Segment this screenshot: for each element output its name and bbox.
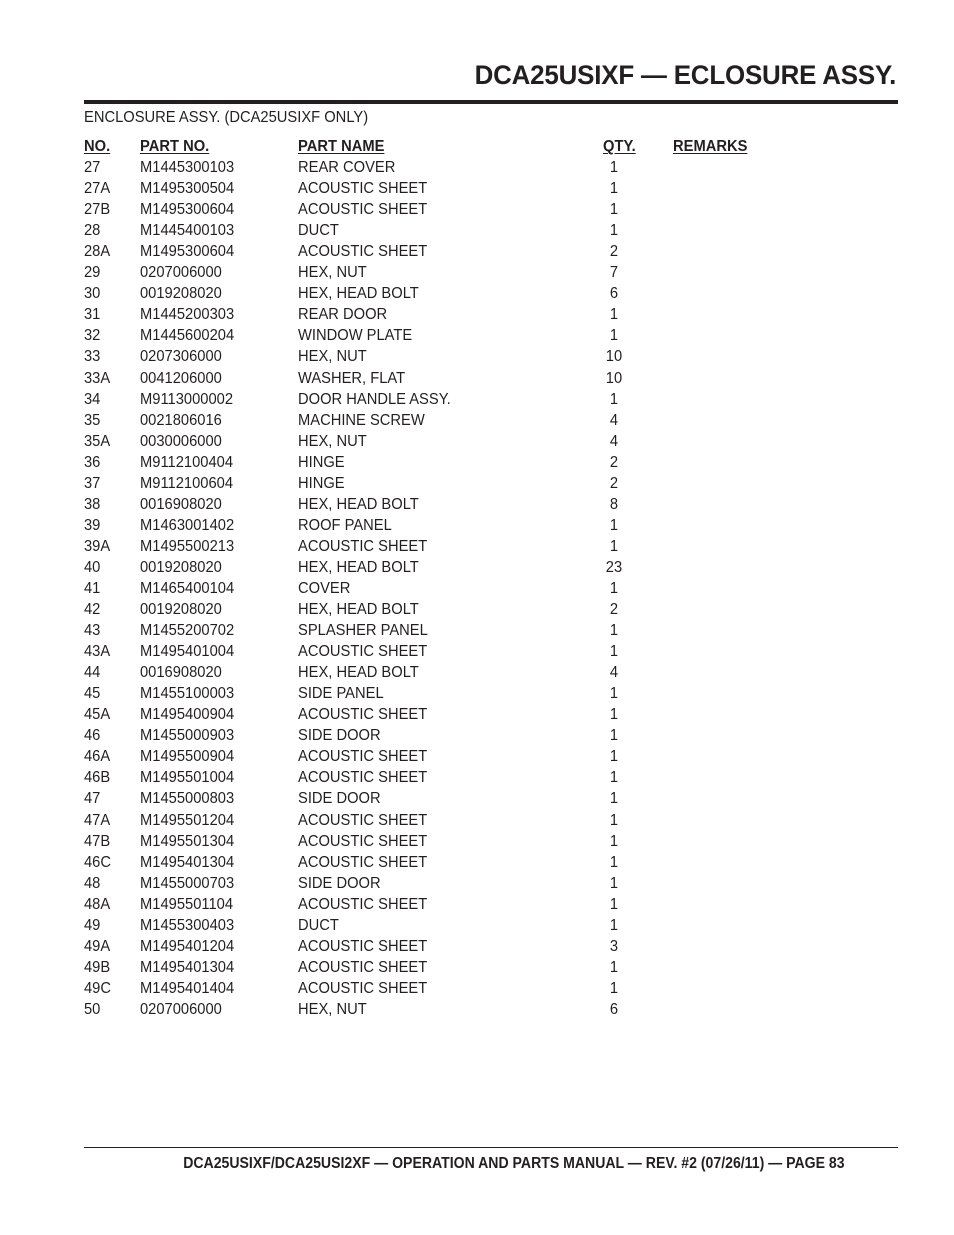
cell-part-no: M1495501104 [140, 895, 234, 913]
cell-part-name: REAR DOOR [298, 306, 388, 324]
cell-qty: 1 [609, 159, 619, 177]
cell-part-name: HEX, HEAD BOLT [298, 495, 419, 513]
column-header-remarks: REMARKS [673, 138, 748, 155]
table-header-row [84, 136, 784, 157]
cell-no: 46 [84, 727, 101, 745]
table-row [84, 578, 784, 599]
table-row [84, 957, 784, 978]
cell-part-name: ACOUSTIC SHEET [298, 537, 428, 555]
cell-no: 42 [84, 601, 101, 619]
cell-no: 47A [84, 811, 111, 829]
table-row [84, 452, 784, 473]
cell-no: 49 [84, 916, 101, 934]
cell-qty: 1 [609, 895, 619, 913]
table-row [84, 852, 784, 873]
cell-part-name: ACOUSTIC SHEET [298, 832, 428, 850]
cell-part-name: COVER [298, 579, 351, 597]
cell-part-name: ACOUSTIC SHEET [298, 958, 428, 976]
cell-part-name: HEX, NUT [298, 432, 367, 450]
cell-part-no: 0016908020 [140, 495, 222, 513]
cell-part-no: 0207006000 [140, 264, 222, 282]
cell-part-no: M1455000803 [140, 790, 235, 808]
cell-qty: 1 [609, 958, 619, 976]
cell-no: 28A [84, 243, 111, 261]
cell-no: 38 [84, 495, 101, 513]
cell-part-no: M1495500213 [140, 537, 235, 555]
cell-part-no: M1495300604 [140, 243, 235, 261]
cell-qty: 1 [609, 832, 619, 850]
table-row [84, 283, 784, 304]
table-row [84, 936, 784, 957]
column-header-no: NO. [84, 138, 111, 155]
cell-part-name: DOOR HANDLE ASSY. [298, 390, 451, 408]
cell-part-no: M1445300103 [140, 159, 235, 177]
cell-part-no: M1455100003 [140, 685, 235, 703]
cell-qty: 23 [605, 558, 623, 576]
table-row [84, 431, 784, 452]
cell-part-name: HEX, HEAD BOLT [298, 285, 419, 303]
cell-no: 34 [84, 390, 101, 408]
cell-qty: 1 [609, 622, 619, 640]
cell-qty: 2 [609, 453, 619, 471]
cell-part-name: SIDE PANEL [298, 685, 384, 703]
table-row [84, 725, 784, 746]
cell-part-no: M1495401004 [140, 643, 235, 661]
cell-qty: 1 [609, 706, 619, 724]
cell-part-no: M1455000903 [140, 727, 235, 745]
cell-part-no: M1495401304 [140, 958, 235, 976]
cell-part-name: SIDE DOOR [298, 790, 381, 808]
cell-no: 44 [84, 664, 101, 682]
cell-part-no: 0019208020 [140, 558, 222, 576]
cell-part-no: 0041206000 [140, 369, 222, 387]
cell-qty: 4 [609, 664, 619, 682]
table-row [84, 157, 784, 178]
cell-no: 49B [84, 958, 111, 976]
cell-qty: 1 [609, 685, 619, 703]
cell-no: 37 [84, 474, 101, 492]
title-divider [84, 100, 898, 104]
cell-part-no: 0021806016 [140, 411, 222, 429]
cell-part-name: ACOUSTIC SHEET [298, 937, 428, 955]
cell-qty: 1 [609, 853, 619, 871]
table-row [84, 178, 784, 199]
cell-qty: 3 [609, 937, 619, 955]
cell-qty: 10 [605, 369, 623, 387]
table-row [84, 557, 784, 578]
table-row [84, 515, 784, 536]
cell-part-no: M9112100404 [140, 453, 234, 471]
cell-part-no: M1495500904 [140, 748, 235, 766]
cell-part-no: M1455200702 [140, 622, 235, 640]
cell-no: 30 [84, 285, 101, 303]
cell-qty: 1 [609, 979, 619, 997]
table-row [84, 494, 784, 515]
table-row [84, 915, 784, 936]
cell-part-name: ROOF PANEL [298, 516, 392, 534]
cell-no: 47B [84, 832, 111, 850]
cell-part-name: HEX, HEAD BOLT [298, 664, 419, 682]
cell-no: 39 [84, 516, 101, 534]
cell-part-name: ACOUSTIC SHEET [298, 769, 428, 787]
cell-part-no: M1445600204 [140, 327, 235, 345]
cell-no: 46B [84, 769, 111, 787]
table-row [84, 262, 784, 283]
table-row [84, 810, 784, 831]
cell-qty: 2 [609, 243, 619, 261]
cell-part-no: M1455000703 [140, 874, 235, 892]
cell-no: 27A [84, 180, 111, 198]
cell-part-no: 0016908020 [140, 664, 222, 682]
table-row [84, 999, 784, 1020]
cell-part-no: M1495501304 [140, 832, 235, 850]
cell-part-name: WINDOW PLATE [298, 327, 413, 345]
table-row [84, 599, 784, 620]
cell-part-no: M1455300403 [140, 916, 235, 934]
table-row [84, 346, 784, 367]
cell-part-no: M1495401304 [140, 853, 235, 871]
cell-no: 48A [84, 895, 111, 913]
table-row [84, 220, 784, 241]
cell-no: 33A [84, 369, 111, 387]
cell-part-name: HEX, NUT [298, 1000, 367, 1018]
cell-qty: 1 [609, 201, 619, 219]
cell-qty: 1 [609, 769, 619, 787]
column-header-part-no: PART NO. [140, 138, 210, 155]
cell-no: 43A [84, 643, 111, 661]
cell-part-name: HEX, NUT [298, 264, 367, 282]
cell-part-no: M1495501204 [140, 811, 235, 829]
cell-no: 49C [84, 979, 112, 997]
table-row [84, 325, 784, 346]
cell-qty: 1 [609, 874, 619, 892]
cell-part-no: M1495400904 [140, 706, 235, 724]
cell-part-no: M1495501004 [140, 769, 235, 787]
cell-no: 35 [84, 411, 101, 429]
table-row [84, 746, 784, 767]
table-row [84, 304, 784, 325]
cell-no: 43 [84, 622, 101, 640]
table-body [84, 157, 784, 1020]
cell-part-name: WASHER, FLAT [298, 369, 406, 387]
cell-no: 46A [84, 748, 111, 766]
cell-qty: 1 [609, 537, 619, 555]
cell-part-name: ACOUSTIC SHEET [298, 895, 428, 913]
cell-part-name: DUCT [298, 222, 339, 240]
table-row [84, 473, 784, 494]
table-row [84, 662, 784, 683]
cell-part-name: SIDE DOOR [298, 874, 381, 892]
cell-part-name: ACOUSTIC SHEET [298, 853, 428, 871]
cell-qty: 1 [609, 579, 619, 597]
page-footer: DCA25USIXF/DCA25USI2XF — OPERATION AND PARTS MANUAL — REV. #2 (07/26/11) — PAGE 83 [183, 1155, 845, 1172]
column-header-part-name: PART NAME [298, 138, 385, 155]
parts-table [84, 136, 784, 1020]
cell-part-name: HINGE [298, 453, 345, 471]
table-row [84, 536, 784, 557]
table-row [84, 683, 784, 704]
cell-qty: 1 [609, 180, 619, 198]
cell-part-no: 0019208020 [140, 285, 222, 303]
table-row [84, 704, 784, 725]
cell-part-no: 0207006000 [140, 1000, 222, 1018]
cell-no: 47 [84, 790, 101, 808]
table-row [84, 831, 784, 852]
cell-qty: 1 [609, 643, 619, 661]
cell-qty: 1 [609, 390, 619, 408]
cell-part-no: M1465400104 [140, 579, 235, 597]
table-row [84, 199, 784, 220]
cell-no: 49A [84, 937, 111, 955]
page-title: DCA25USIXF — ECLOSURE ASSY. [474, 60, 896, 90]
cell-part-name: DUCT [298, 916, 339, 934]
table-row [84, 641, 784, 662]
cell-no: 48 [84, 874, 101, 892]
cell-no: 31 [84, 306, 101, 324]
cell-part-name: HEX, HEAD BOLT [298, 601, 419, 619]
cell-no: 40 [84, 558, 101, 576]
table-row [84, 788, 784, 809]
cell-qty: 1 [609, 222, 619, 240]
column-header-qty: QTY. [603, 138, 636, 155]
cell-no: 27B [84, 201, 111, 219]
cell-qty: 6 [609, 1000, 619, 1018]
cell-qty: 2 [609, 474, 619, 492]
cell-qty: 1 [609, 306, 619, 324]
table-row [84, 978, 784, 999]
section-subtitle: ENCLOSURE ASSY. (DCA25USIXF ONLY) [84, 109, 369, 126]
cell-part-no: 0207306000 [140, 348, 222, 366]
cell-no: 41 [84, 579, 101, 597]
table-row [84, 241, 784, 262]
cell-qty: 8 [609, 495, 619, 513]
cell-part-no: M9113000002 [140, 390, 234, 408]
footer-divider [84, 1147, 898, 1148]
cell-qty: 1 [609, 790, 619, 808]
cell-no: 29 [84, 264, 101, 282]
cell-qty: 4 [609, 411, 619, 429]
cell-part-no: M9112100604 [140, 474, 234, 492]
cell-no: 39A [84, 537, 111, 555]
cell-no: 50 [84, 1000, 101, 1018]
cell-qty: 10 [605, 348, 623, 366]
cell-part-no: M1445400103 [140, 222, 235, 240]
cell-qty: 1 [609, 516, 619, 534]
table-row [84, 873, 784, 894]
cell-no: 33 [84, 348, 101, 366]
cell-qty: 1 [609, 727, 619, 745]
cell-part-name: ACOUSTIC SHEET [298, 201, 428, 219]
cell-part-name: HEX, HEAD BOLT [298, 558, 419, 576]
cell-part-no: M1495401204 [140, 937, 235, 955]
table-row [84, 767, 784, 788]
table-row [84, 620, 784, 641]
cell-part-no: M1495401404 [140, 979, 235, 997]
cell-part-name: HEX, NUT [298, 348, 367, 366]
table-row [84, 368, 784, 389]
cell-part-name: SIDE DOOR [298, 727, 381, 745]
table-row [84, 389, 784, 410]
cell-part-name: MACHINE SCREW [298, 411, 425, 429]
cell-qty: 6 [609, 285, 619, 303]
cell-qty: 1 [609, 327, 619, 345]
cell-part-no: 0030006000 [140, 432, 222, 450]
cell-no: 36 [84, 453, 101, 471]
cell-no: 27 [84, 159, 101, 177]
cell-part-name: ACOUSTIC SHEET [298, 811, 428, 829]
cell-part-no: M1495300604 [140, 201, 235, 219]
cell-qty: 1 [609, 811, 619, 829]
cell-qty: 7 [609, 264, 619, 282]
cell-part-no: M1463001402 [140, 516, 235, 534]
cell-part-name: ACOUSTIC SHEET [298, 706, 428, 724]
cell-part-name: ACOUSTIC SHEET [298, 979, 428, 997]
cell-part-name: REAR COVER [298, 159, 396, 177]
cell-part-name: ACOUSTIC SHEET [298, 748, 428, 766]
cell-no: 35A [84, 432, 111, 450]
cell-qty: 1 [609, 748, 619, 766]
cell-no: 28 [84, 222, 101, 240]
cell-no: 32 [84, 327, 101, 345]
cell-part-name: ACOUSTIC SHEET [298, 180, 428, 198]
cell-no: 46C [84, 853, 112, 871]
cell-part-name: HINGE [298, 474, 345, 492]
table-row [84, 894, 784, 915]
cell-part-name: ACOUSTIC SHEET [298, 243, 428, 261]
table-row [84, 410, 784, 431]
cell-no: 45A [84, 706, 111, 724]
cell-part-no: M1495300504 [140, 180, 235, 198]
cell-part-no: M1445200303 [140, 306, 235, 324]
cell-part-no: 0019208020 [140, 601, 222, 619]
cell-qty: 2 [609, 601, 619, 619]
cell-part-name: ACOUSTIC SHEET [298, 643, 428, 661]
cell-qty: 4 [609, 432, 619, 450]
cell-part-name: SPLASHER PANEL [298, 622, 428, 640]
cell-qty: 1 [609, 916, 619, 934]
cell-no: 45 [84, 685, 101, 703]
